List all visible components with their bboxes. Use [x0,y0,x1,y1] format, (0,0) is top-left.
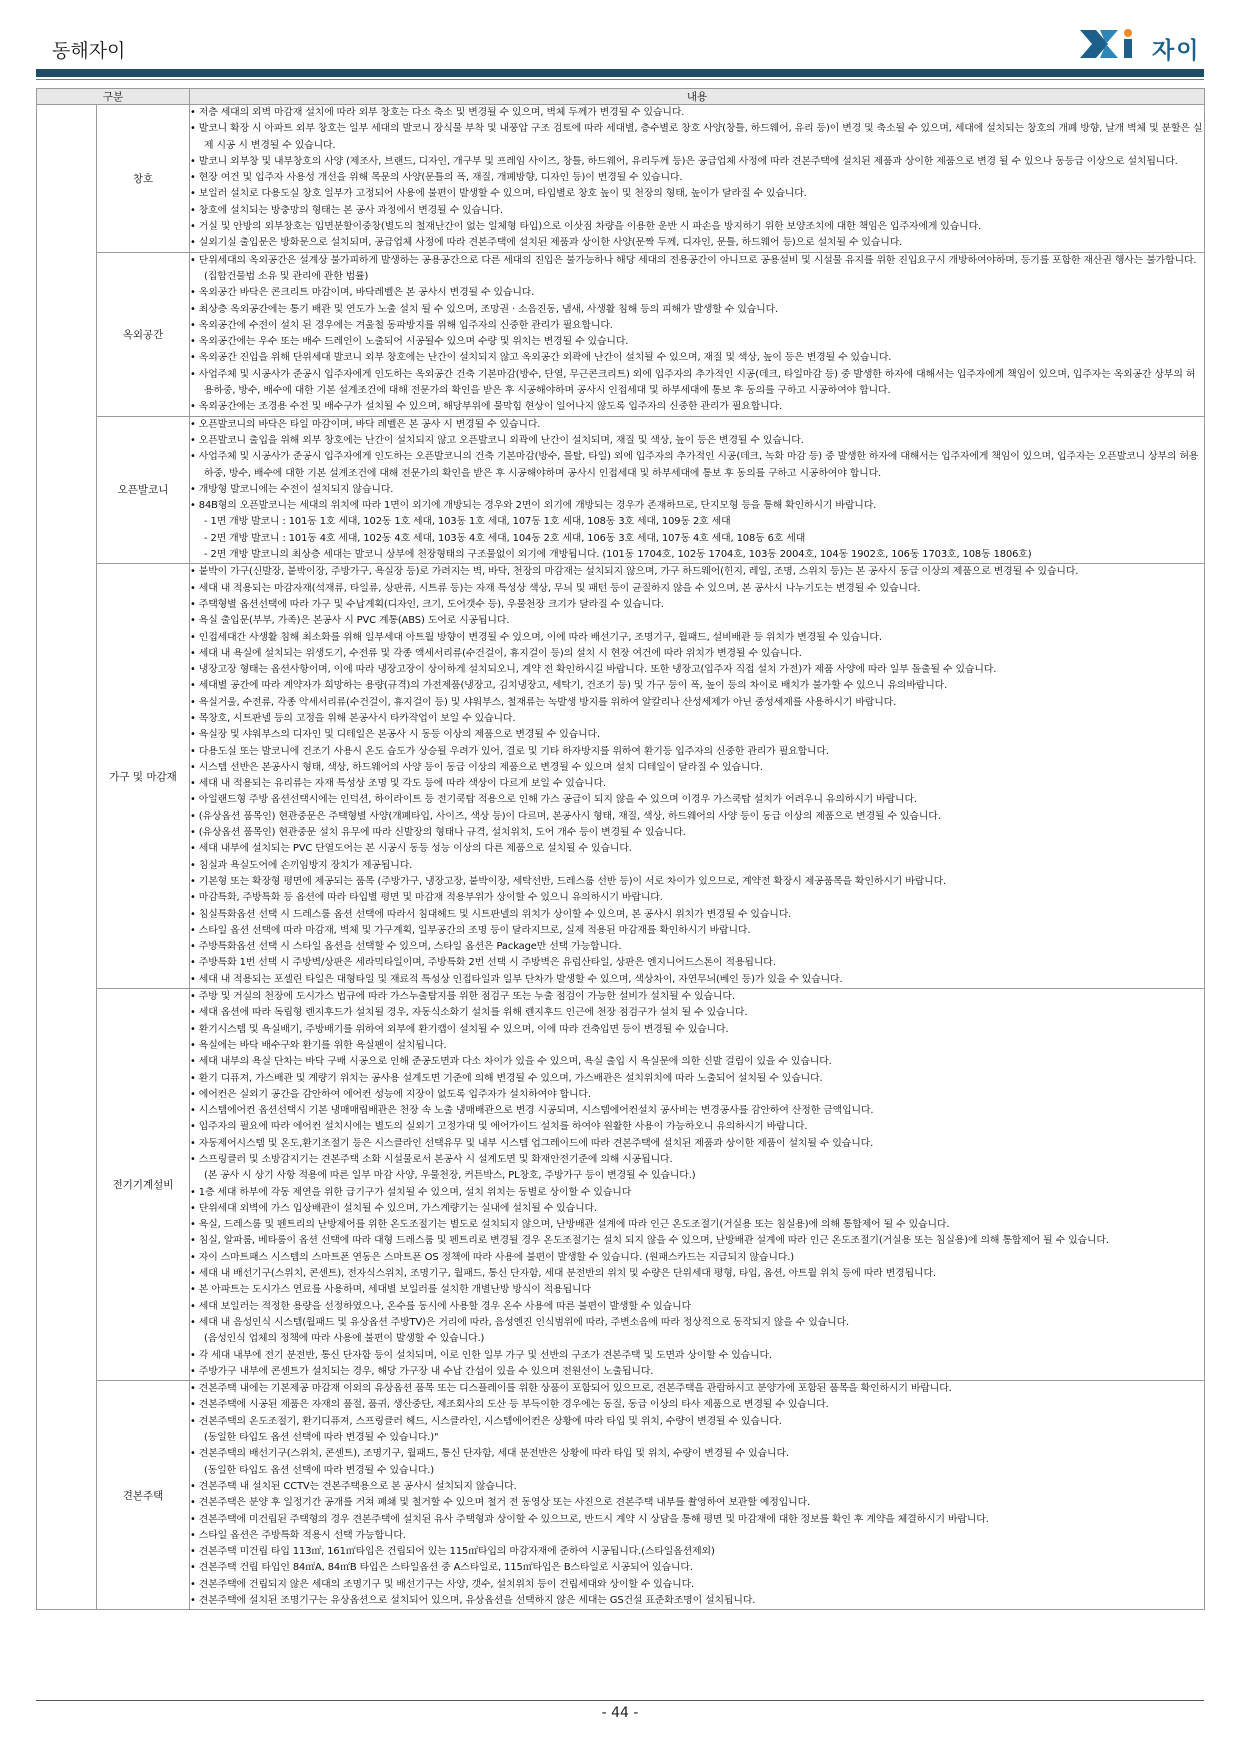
list-item: • 견본주택의 배선기구(스위치, 콘센트), 조명기구, 월패드, 통신 단자함, 세대 분전반은 상황에 따라 타입 및 위치, 수량이 변경될 수 있습니다. [190,1448,789,1460]
list-item: • 환기시스템 및 욕실배기, 주방배기를 위하여 외부에 환기캡이 설치될 수 있으며, 이에 따라 건축입면 등이 변경될 수 있습니다. [190,1023,729,1035]
list-item: • 견본주택 건립 타입인 84㎡A, 84㎡B 타입은 스타일옵션 중 A스타일로, 115㎡타입은 B스타일로 시공되어 있습니다. [190,1562,693,1574]
list-item: • 세대별 공간에 따라 계약자가 희망하는 용량(규격)의 가전제품(냉장고, 김치냉장고, 세탁기, 건조기 등) 및 가구 등이 폭, 높이 등의 차이로 배치가 불가할 수 있으니 유의바랍니다. [190,680,948,692]
table-row [37,1381,1205,1610]
list-item: • 옥외공간 진입을 위해 단위세대 발코니 외부 창호에는 난간이 설치되지 않고 옥외공간 외곽에 난간이 설치될 수 있으며, 재질 및 색상, 높이 등은 변경될 수 있습니다. [190,352,892,364]
list-item: • 현장 여건 및 입주자 사용성 개선을 위해 목문의 사양(문틀의 폭, 재질, 개폐방향, 디자인 등)이 변경될 수 있습니다. [190,172,683,184]
list-item: • 침실과 욕실도어에 손끼임방지 장치가 제공됩니다. [190,859,413,871]
list-item: • 세대 내 적용되는 포셀린 타일은 대형타일 및 재료적 특성상 인접타일과 일부 단차가 발생할 수 있으며, 색상차이, 자연무늬(베인 등)가 있을 수 있습니다. [190,973,843,985]
content-cell [190,564,1205,989]
list-item: • 스타일 옵션은 주방특화 적용시 선택 가능합니다. [190,1529,406,1541]
list-item: • 발코니 확장 시 아파트 외부 창호는 일부 세대의 발코니 장식물 부착 및 내풍압 구조 검토에 따라 세대별, 층수별로 창호 사양(창틀, 하드웨어, 유리 등)이 변경 및 축소될 수 있으며, 세대에 설치되는 창호의 개폐 방향, 날개 벽체 및 분할은 실제 시공 시 변경될 수 있습니다. [190,123,1203,151]
list-item: • 자동제어시스템 및 온도,환기조절기 등은 시스클라인 선택유무 및 내부 시스템 업그레이드에 따라 견본주택에 설치된 제품과 상이한 제품이 설치될 수 있습니다. [190,1137,874,1149]
list-item: • 시스템 선반은 본공사시 형태, 색상, 하드웨어의 사양 등이 동급 이상의 제품으로 변경될 수 있으며 설치 디테일이 달라질 수 있습니다. [190,761,763,773]
category-cell: 가구 및 마감재 [97,564,190,989]
list-item: • 욕실에는 바닥 배수구와 환기를 위한 욕실팬이 설치됩니다. [190,1039,447,1051]
list-item: • 인접세대간 사생활 침해 최소화를 위해 일부세대 아트월 방향이 변경될 수 있으며, 이에 따라 배선기구, 조명기구, 월패드, 설비배관 등 위치가 변경될 수 있습니다. [190,631,882,643]
list-item: • 각 세대 내부에 전기 분전반, 통신 단자함 등이 설치되며, 이로 인한 일부 가구 및 선반의 구조가 견본주택 및 도면과 상이할 수 있습니다. [190,1349,772,1361]
list-item: • (유상옵션 품목인) 현관중문은 주택형별 사양(개폐타입, 사이즈, 색상 등)이 다르며, 본공사시 형태, 재질, 색상, 하드웨어의 사양 등이 동급 이상의 제품으로 변경될 수 있습니다. [190,810,941,822]
list-item: • 아일랜드형 주방 옵션선택시에는 인덕션, 하이라이트 등 전기쿡탑 적용으로 인해 가스 공급이 되지 않을 수 있으며 이경우 가스쿡탑 설치가 어려우니 유의하시기 바랍니다. [190,794,917,806]
content-cell [190,989,1205,1381]
list-item: • 욕실, 드레스룸 및 펜트리의 난방제어를 위한 온도조절기는 별도로 설치되지 않으며, 난방배관 설계에 따라 인근 온도조절기(거실용 또는 침실용)에 의해 통합제어 될 수 있습니다. [190,1219,950,1231]
list-item: • 거실 및 안방의 외부창호는 입면분할이중창(별도의 철재난간이 없는 일체형 타입)으로 이삿짐 차량을 이용한 운반 시 파손을 방지하기 위한 보양조치에 대한 책임은 입주자에게 있습니다. [190,221,982,233]
list-item: • 붙박이 가구(신발장, 붙박이장, 주방가구, 욕실장 등)로 가려지는 벽, 바닥, 천장의 마감재는 설치되지 않으며, 가구 하드웨어(힌지, 레일, 조명, 스위치 등)는 본 공사시 동급 이상의 제품으로 변경될 수 있습니다. [190,566,1079,578]
list-item: • 세대 보일러는 적정한 용량을 선정하였으나, 온수를 동시에 사용할 경우 온수 사용에 따른 불편이 발생할 수 있습니다 [190,1300,692,1312]
list-item: • 견본주택 내에는 기본제공 마감재 이외의 유상옵션 품목 또는 디스플레이를 위한 상품이 포함되어 있으므로, 견본주택을 관람하시고 분양가에 포함된 품목을 확인하시기 바랍니다. [190,1383,952,1395]
category-cell: 견본주택 [97,1381,190,1610]
list-item: • 견본주택에 시공된 제품은 자재의 품절, 품귀, 생산중단, 제조회사의 도산 등 부득이한 경우에는 동질, 동급 이상의 타사 제품으로 변경될 수 있습니다. [190,1399,829,1411]
list-item: • 사업주체 및 시공사가 준공시 입주자에게 인도하는 오픈발코니의 건축 기본마감(방수, 몰탈, 타일) 외에 입주자의 추가적인 시공(데크, 녹화 마감 등) 중 발생한 하자에 대해서는 입주자에게 책임이 있으며, 입주자는 오픈발코니 상부의 허용하중, 방수, 배수에 대한 기본 설계조건에 대해 전문가의 확인을 받은 후 시공해야하며 공사시 인접세대 및 하부세대에 통보 후 동의를 구하고 시공하여야 합니다. [190,451,1199,479]
table-header-row [37,89,1205,105]
list-item: - 2면 개방 발코니 : 101동 4호 세대, 102동 4호 세대, 103동 4호 세대, 104동 2호 세대, 106동 3호 세대, 107동 4호 세대, 108동 6호 세대 [204,532,806,544]
notice-list [190,989,1204,1380]
list-item: • 입주자의 필요에 따라 에어컨 설치시에는 별도의 실외기 고정가대 및 에어가이드 설치를 하여야 원활한 사용이 가능하오니 유의하시기 바랍니다. [190,1121,808,1133]
list-item: • 저층 세대의 외벽 마감재 설치에 따라 외부 창호는 다소 축소 및 변경될 수 있으며, 벽체 두께가 변경될 수 있습니다. [190,107,685,118]
list-item: • 단위세대 외벽에 가스 입상배관이 설치될 수 있으며, 가스계량기는 실내에 설치될 수 있습니다. [190,1202,597,1214]
list-item: • 욕실장 및 샤워부스의 디자인 및 디테일은 본공사 시 동등 이상의 제품으로 변경될 수 있습니다. [190,729,601,741]
list-item: • 견본주택에 설치된 조명기구는 유상옵션으로 설치되어 있으며, 유상옵션을 선택하지 않은 세대는 GS건설 표준화조명이 설치됩니다. [190,1595,756,1607]
list-item: • 주택형별 옵션선택에 따라 가구 및 수납계획(디자인, 크기, 도어갯수 등), 우물천장 크기가 달라질 수 있습니다. [190,598,664,610]
notice-table [36,88,1205,1610]
table-row [37,989,1205,1381]
list-item: • 욕실거울, 수전류, 각종 악세서리류(수건걸이, 휴지걸이 등) 및 샤워부스, 철재류는 녹발생 방지를 위하여 알칼리나 산성세제가 아닌 중성세제를 사용하시기 바랍니다. [190,696,897,708]
list-item: • 시스템에어컨 옵션선택시 기본 냉매매립배관은 천장 속 노출 냉매배관으로 변경 시공되며, 시스템에어컨설치 공사비는 변경공사를 감안하여 산정한 금액입니다. [190,1105,874,1117]
notice-list [190,417,1204,564]
list-item: • 다용도실 또는 발코니에 건조기 사용시 온도 습도가 상승될 우려가 있어, 결로 및 기타 하자방지를 위하여 환기등 입주자의 신중한 관리가 필요합니다. [190,745,829,757]
category-cell: 오픈발코니 [97,416,190,564]
content-cell [190,105,1205,253]
list-item: • 스프링클러 및 소방감지기는 견본주택 소화 시설물로서 본공사 시 설계도면 및 화재안전기준에 의해 시공됩니다. [190,1154,673,1165]
list-item: • 옥외공간에 수전이 설치 된 경우에는 겨울철 동파방지를 위해 입주자의 신중한 관리가 필요합니다. [190,319,613,331]
list-item: • 세대 내 적용되는 마감자재(석재류, 타일류, 상판류, 시트류 등)는 자재 특성상 색상, 무늬 및 패턴 등이 균질하지 않을 수 있으며, 본 공사시 나누기도는 변경될 수 있습니다. [190,582,921,594]
logo-wordmark: 자이 [1152,38,1201,64]
list-item: (음성인식 업체의 정책에 따라 사용에 불편이 발생할 수 있습니다.) [204,1333,485,1345]
header-category: 구분 [37,89,190,105]
list-item: • 세대 옵션에 따라 독립형 렌지후드가 설치될 경우, 자동식소화기 설치를 위해 렌지후드 인근에 천장 점검구가 설치 될 수 있습니다. [190,1007,748,1019]
list-item: • 목창호, 시트판넬 등의 고정을 위해 본공사시 타카작업이 보일 수 있습니다. [190,712,516,724]
list-item: • 창호에 설치되는 방충망의 형태는 본 공사 과정에서 변경될 수 있습니다. [190,204,503,216]
group-spacer-cell [37,105,97,1610]
list-item: • 발코니 외부창 및 내부창호의 사양 (제조사, 브랜드, 디자인, 개구부 및 프레임 사이즈, 창틀, 하드웨어, 유리두께 등)은 공급업체 사정에 따라 견본주택에 설치된 제품과 상이한 제품으로 변경 될 수 있으나 동등급 이상으로 설치됩니다. [190,155,1178,167]
category-cell: 창호 [97,105,190,253]
table-row [37,252,1205,416]
list-item: • 자이 스마트패스 시스템의 스마트폰 연동은 스마트폰 OS 정책에 따라 사용에 불편이 발생할 수 있습니다. (원패스카드는 지급되지 않습니다.) [190,1251,794,1263]
list-item: • 욕실 출입문(부부, 가족)은 본공사 시 PVC 계통(ABS) 도어로 시공됩니다. [190,615,510,627]
list-item: • 견본주택은 분양 후 일정기간 공개를 거쳐 폐쇄 및 철거할 수 있으며 철거 전 동영상 또는 사진으로 견본주택 내부를 촬영하여 보관할 예정입니다. [190,1497,811,1509]
table-row [37,416,1205,564]
notice-list [190,105,1204,252]
list-item: • 오픈발코니의 바닥은 타일 마감이며, 바닥 레벨은 본 공사 시 변경될 수 있습니다. [190,418,541,430]
list-item: • 에어컨은 실외기 공간을 감안하여 에어컨 성능에 지장이 없도록 입주자가 설치하여야 합니다. [190,1088,591,1100]
content-cell [190,416,1205,564]
list-item: • 세대 내 음성인식 시스템(월패드 및 유상옵션 주방TV)은 거리에 따라, 음성엔진 인식범위에 따라, 주변소음에 따라 정상적으로 동작되지 않을 수 있습니다. [190,1316,850,1328]
page-number: - 44 - [601,1705,639,1721]
category-cell: 전기기계설비 [97,989,190,1381]
list-item: • 1층 세대 하부에 각동 제연을 위한 급기구가 설치될 수 있으며, 설치 위치는 동별로 상이할 수 있습니다 [190,1186,632,1198]
list-item: • 마감특화, 주방특화 등 옵션에 따라 타입별 평면 및 마감재 적용부위가 상이할 수 있으니 유의하시기 바랍니다. [190,892,663,904]
list-item: • 옥외공간에는 조경용 수전 및 배수구가 설치될 수 있으며, 해당부위에 물막힘 현상이 일어나지 않도록 입주자의 신중한 관리가 필요합니다. [190,401,783,413]
list-item: • 옥외공간 바닥은 콘크리트 마감이며, 바닥레벨은 본 공사시 변경될 수 있습니다. [190,287,535,299]
list-item: • 견본주택에 건립되지 않은 세대의 조명기구 및 배선기구는 사양, 갯수, 설치위치 등이 건립세대와 상이할 수 있습니다. [190,1578,695,1590]
list-item: • 견본주택 내 설치된 CCTV는 견본주택용으로 본 공사시 설치되지 않습니다. [190,1480,517,1492]
list-item: • 세대 내 욕실에 설치되는 위생도기, 수전류 및 각종 액세서리류(수건걸이, 휴지걸이 등)의 설치 시 현장 여건에 따라 위치가 변경될 수 있습니다. [190,647,802,659]
list-item: - 2면 개방 발코니의 최상층 세대는 발코니 상부에 천장형태의 구조물없이 외기에 개방됩니다. (101동 1704호, 102동 1704호, 103동 2004호, 104동 1902호, 106동 1703호, 108동 1806호) [204,549,1032,561]
page-header [0,0,1240,78]
list-item: • 실외기실 출입문은 방화문으로 설치되며, 공급업체 사정에 따라 견본주택에 설치된 제품과 상이한 사양(문짝 두께, 디자인, 문틀, 하드웨어 등)으로 설치될 수 있습니다. [190,237,903,249]
document-title: 동해자이 [52,40,126,62]
list-item: • 보일러 설치로 다용도실 창호 일부가 고정되어 사용에 불편이 발생할 수 있으며, 타입별로 창호 높이 및 천장의 형태, 높이가 달라질 수 있습니다. [190,188,807,200]
table-row [37,564,1205,989]
table-row [37,105,1205,253]
list-item: • 주방특화옵션 선택 시 스타일 옵션을 선택할 수 있으며, 스타일 옵션은 Package만 선택 가능합니다. [190,941,622,953]
list-item: • 본 아파트는 도시가스 연료를 사용하며, 세대별 보일러를 설치한 개별난방 방식이 적용됩니다 [190,1284,591,1296]
list-item: • (유상옵션 품목인) 현관중문 설치 유무에 따라 신발장의 형태나 규격, 설치위치, 도어 개수 등이 변경될 수 있습니다. [190,827,686,839]
list-item: • 단위세대의 옥외공간은 설계상 불가피하게 발생하는 공용공간으로 다른 세대의 진입은 불가능하나 해당 세대의 전용공간이 아니므로 공용설비 및 시설물 유지를 위한 진입요구시 개방하여야하며, 등기를 포함한 재산권 행사는 불가합니다.(집합건물법 소유 및 관리에 관한 법률) [190,254,1197,282]
list-item: • 주방 및 거실의 천장에 도시가스 법규에 따라 가스누출탐지를 위한 점검구 또는 누출 점검이 가능한 설비가 설치될 수 있습니다. [190,991,735,1003]
list-item: • 냉장고장 형태는 옵션사항이며, 이에 따라 냉장고장이 상이하게 설치되오니, 계약 전 확인하시길 바랍니다. 또한 냉장고(입주자 직접 설치 가전)가 제품 사양에 따라 일부 돌출될 수 있습니다. [190,664,997,676]
list-item: • 견본주택에 미건립된 주택형의 경우 견본주택에 설치된 유사 주택형과 상이할 수 있으므로, 반드시 계약 시 상담을 통해 평면 및 마감재에 대한 정보를 확인 후 계약을 체결하시기 바랍니다. [190,1513,989,1525]
list-item: • 기본형 또는 확장형 평면에 제공되는 품목 (주방가구, 냉장고장, 붙박이장, 세탁선반, 드레스룸 선반 등)이 서로 차이가 있으므로, 계약전 확장시 제공품목을 확인하시기 바랍니다. [190,875,947,887]
content-cell [190,1381,1205,1610]
list-item: • 주방특화 1번 선택 시 주방벽/상판은 세라믹타일이며, 주방특화 2번 선택 시 주방벽은 유럽산타일, 상판은 엔지니어드스톤이 적용됩니다. [190,957,776,969]
list-item: (본 공사 시 상기 사항 적용에 따른 일부 마감 사양, 우물천장, 커튼박스, PL창호, 주방가구 등이 변경될 수 있습니다.) [204,1170,696,1182]
list-item: • 주방가구 내부에 콘센트가 설치되는 경우, 해당 가구장 내 수납 간섭이 있을 수 있으며 전원선이 노출됩니다. [190,1365,654,1377]
list-item: • 최상층 옥외공간에는 통기 배관 및 연도가 노출 설치 될 수 있으며, 조망권 · 소음진동, 냄새, 사생활 침해 등의 피해가 발생할 수 있습니다. [190,303,779,315]
list-item: • 침실, 알파룸, 베타룸이 옵션 선택에 따라 대형 드레스룸 및 펜트리로 변경될 경우 온도조절기는 설치 되지 않을 수 있으며, 난방배관 설계에 따라 인근 온도조절기(거실용 또는 침실용)에 의해 통합제어 될 수 있습니다. [190,1235,1109,1247]
header-content: 내용 [190,89,1205,105]
list-item: • 세대 내부에 설치되는 PVC 단열도어는 본 시공시 동등 성능 이상의 다른 제품으로 설치될 수 있습니다. [190,843,632,855]
list-item: • 세대 내부의 욕실 단차는 바닥 구배 시공으로 인해 준공도면과 다소 차이가 있을 수 있으며, 욕실 출입 시 욕실문에 의한 신발 걸림이 있을 수 있습니다. [190,1056,832,1068]
list-item: • 개방형 발코니에는 수전이 설치되지 않습니다. [190,483,394,495]
list-item: • 견본주택의 온도조절기, 환기디퓨져, 스프링클러 헤드, 시스클라인, 시스템에어컨은 상황에 따라 타입 및 위치, 수량이 변경될 수 있습니다. [190,1415,782,1427]
list-item: • 옥외공간에는 우수 또는 배수 드레인이 노출되어 시공될수 있으며 수량 및 위치는 변경될 수 있습니다. [190,336,629,348]
list-item: • 세대 내 배선기구(스위치, 콘센트), 전자식스위치, 조명기구, 월패드, 통신 단자함, 세대 분전반의 위치 및 수량은 단위세대 평형, 타입, 옵션, 아트월 위치 등에 따라 변경됩니다. [190,1268,936,1280]
content-cell [190,252,1205,416]
notice-list [190,253,1204,416]
notice-list [190,1381,1204,1609]
footer-divider [36,1700,1204,1701]
list-item: (동일한 타입도 옵션 선택에 따라 변경될 수 있습니다.)" [204,1432,439,1444]
category-cell: 옥외공간 [97,252,190,416]
list-item: • 침실특화옵션 선택 시 드레스룸 옵션 선택에 따라서 침대헤드 및 시트판넬의 위치가 상이할 수 있으며, 본 공사시 위치가 변경될 수 있습니다. [190,908,792,920]
header-divider-thin [36,79,1204,80]
list-item: • 사업주체 및 시공사가 준공시 입주자에게 인도하는 옥외공간 건축 기본마감(방수, 단열, 무근콘크리트) 외에 입주자의 추가적인 시공(데크, 타일마감 등) 중 발생한 하자에 대해서는 입주자에게 책임이 있으며, 입주자는 옥외공간 상부의 허용하중, 방수, 배수에 대한 기본 설계조건에 대해 전문가의 확인을 받은 후 시공해야하며 공사시 인접세대 및 하부세대에 통보 후 동의를 구하고 시공하여야 합니다. [190,368,1196,397]
list-item: • 84B형의 오픈발코니는 세대의 위치에 따라 1면이 외기에 개방되는 경우와 2면이 외기에 개방되는 경우가 존재하므로, 단지모형 등을 통해 확인하시기 바랍니다. [190,500,877,512]
list-item: • 환기 디퓨져, 가스배관 및 계량기 위치는 공사용 설계도면 기준에 의해 변경될 수 있으며, 가스배관은 설치위치에 따라 노출되어 설치될 수 있습니다. [190,1072,823,1084]
list-item: • 오픈발코니 출입을 위해 외부 창호에는 난간이 설치되지 않고 오픈발코니 외곽에 난간이 설치되며, 재질 및 색상, 높이 등은 변경될 수 있습니다. [190,434,804,446]
notice-list [190,564,1204,988]
list-item: • 세대 내 적용되는 유리류는 자재 특성상 조명 및 각도 등에 따라 색상이 다르게 보일 수 있습니다. [190,778,607,790]
header-divider [36,69,1204,77]
list-item: • 견본주택 미건립 타입 113㎡, 161㎡타입은 건립되어 있는 115㎡타입의 마감자재에 준하여 시공됩니다.(스타일옵션제외) [190,1546,715,1558]
list-item: (동일한 타입도 옵션 선택에 따라 변경될 수 있습니다.) [204,1464,435,1476]
list-item: • 스타일 옵션 선택에 따라 마감재, 벽체 및 가구계획, 일부공간의 조명 등이 달라지므로, 실제 적용된 마감재를 확인하시기 바랍니다. [190,924,751,936]
list-item: - 1면 개방 발코니 : 101동 1호 세대, 102동 1호 세대, 103동 1호 세대, 107동 1호 세대, 108동 3호 세대, 109동 2호 세대 [204,516,731,528]
